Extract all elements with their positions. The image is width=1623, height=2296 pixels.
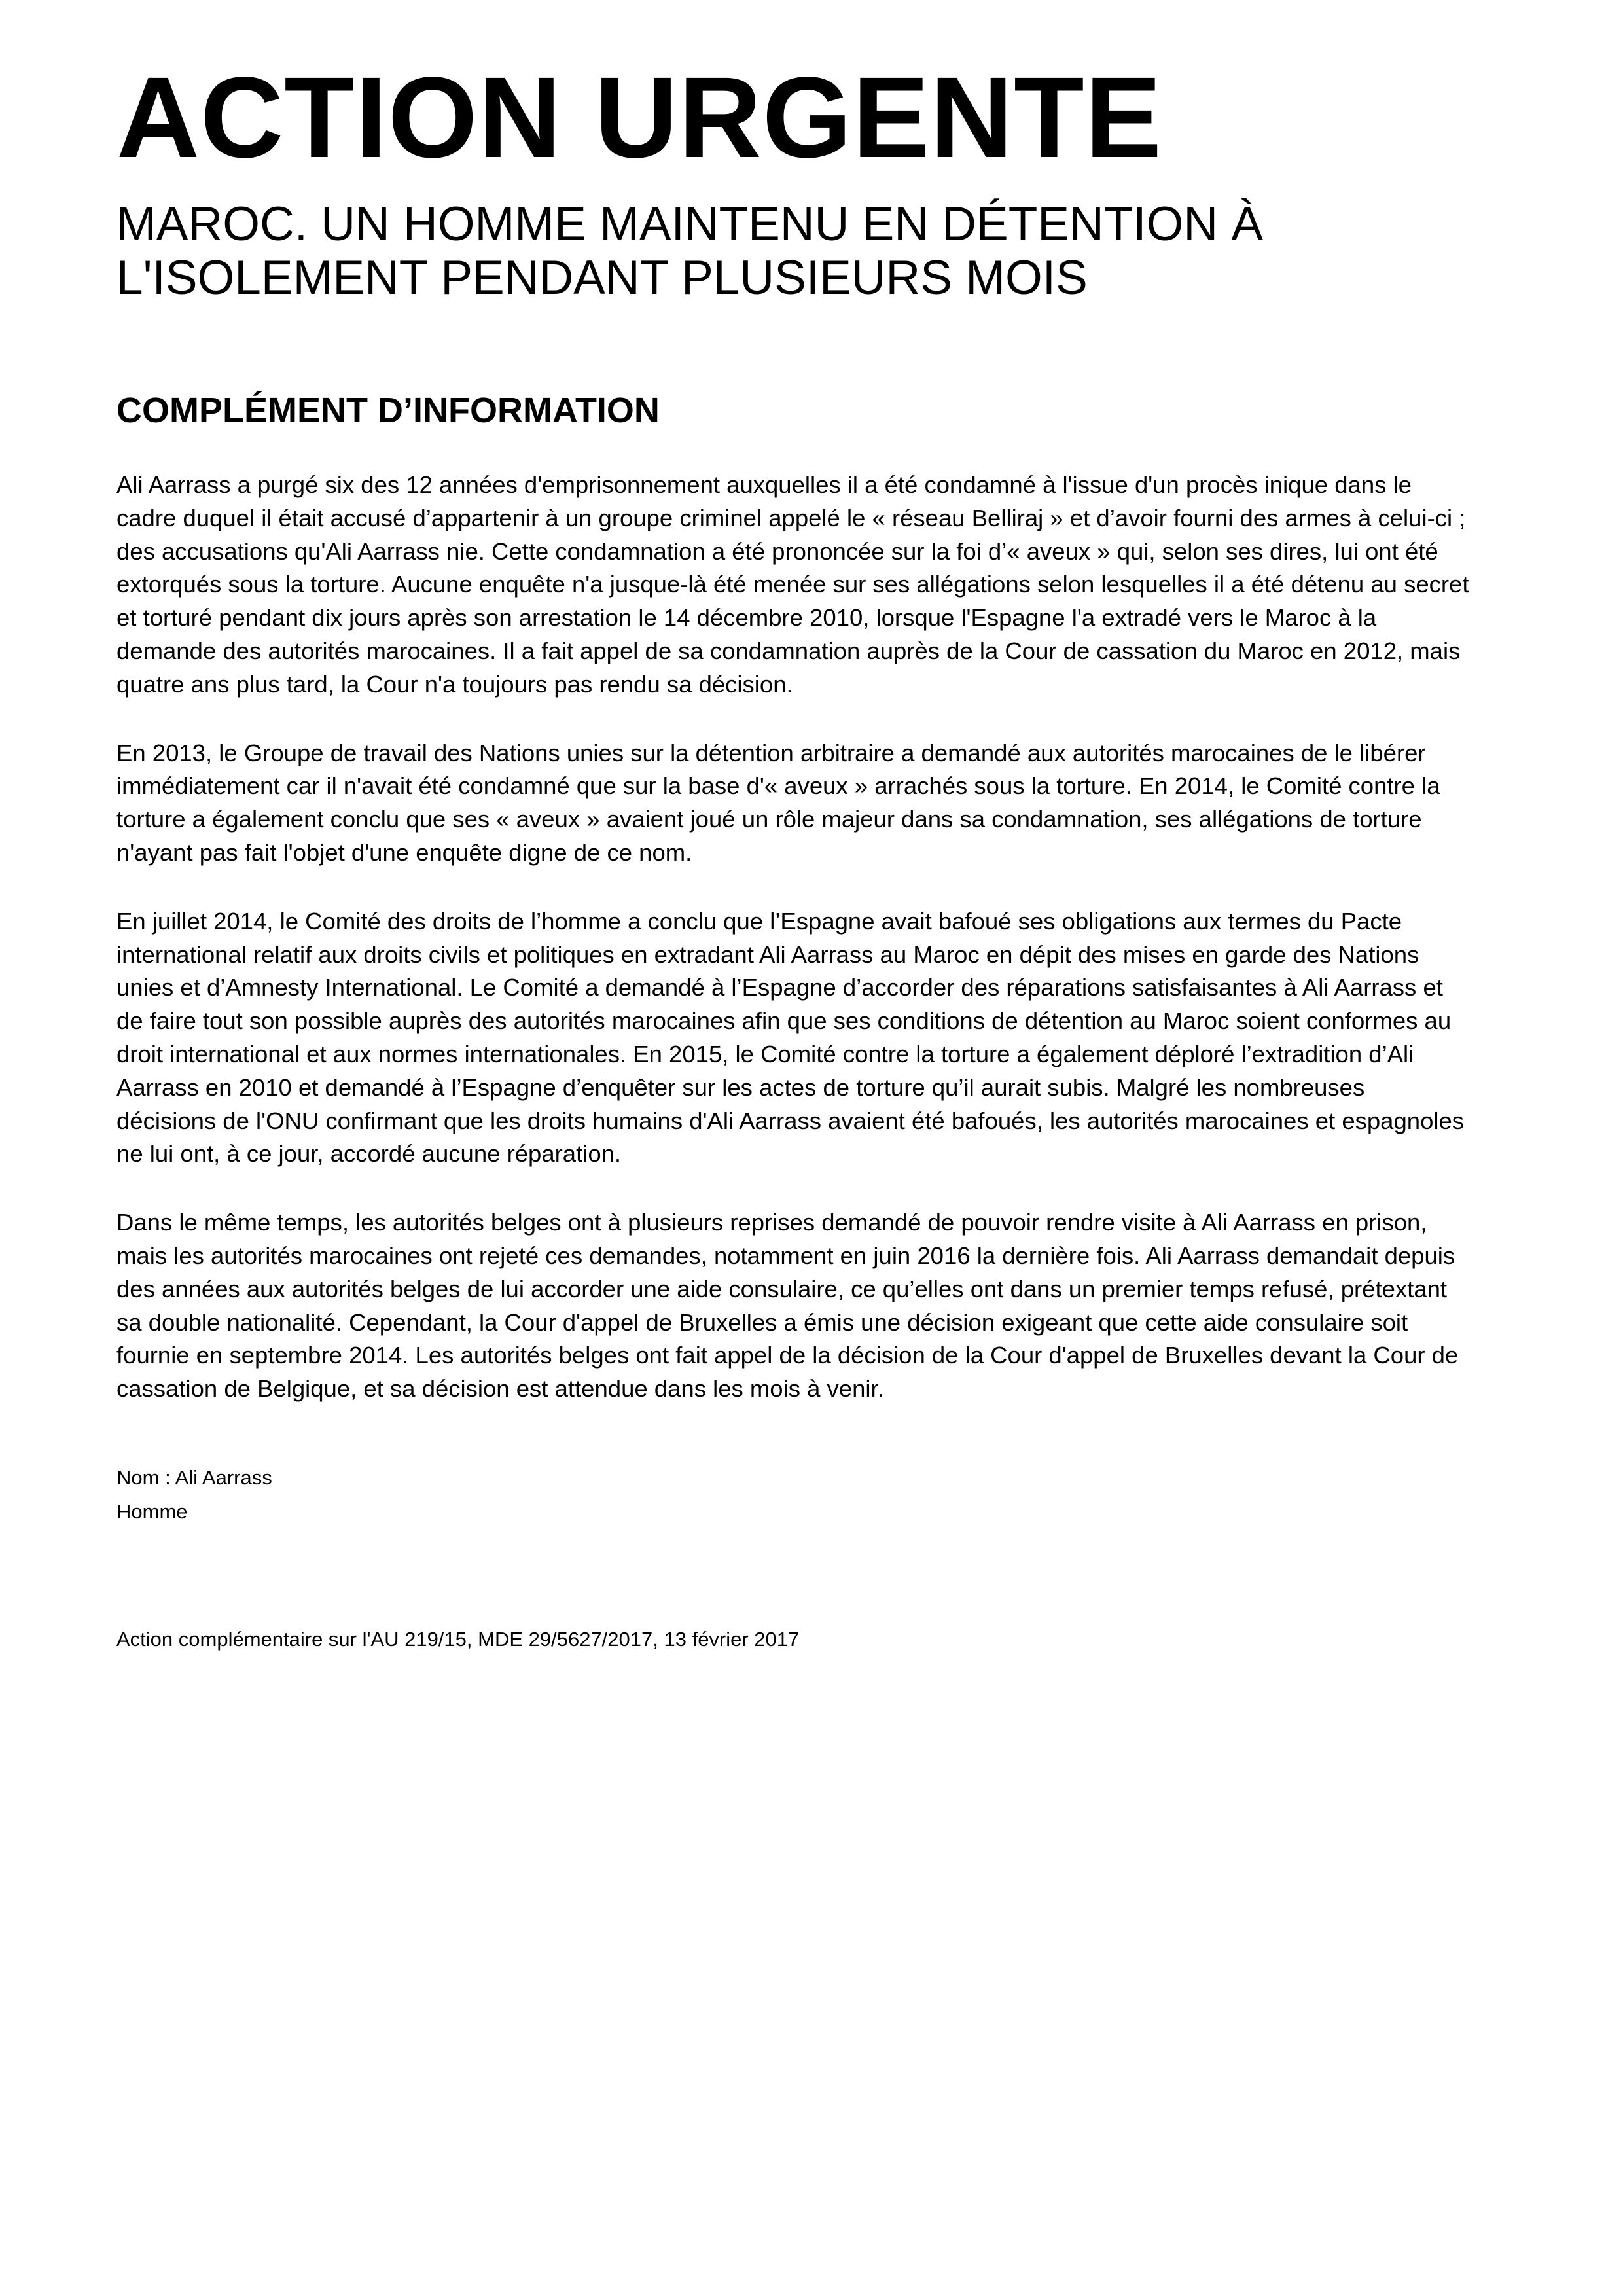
text-line: immédiatement car il n'avait été condamné que sur la base d'« aveux » arrachés sous la torture. En 2014, le Comité contre la <box>116 772 1440 800</box>
text-line: Ali Aarrass a purgé six des 12 années d'emprisonnement auxquelles il a été condamné à l'issue d'un procès inique dans le <box>116 471 1412 498</box>
text-line: des accusations qu'Ali Aarrass nie. Cette condamnation a été prononcée sur la foi d’« aveux » qui, selon ses dires, lui ont été <box>116 537 1438 565</box>
footer-reference: Action complémentaire sur l'AU 219/15, MDE 29/5627/2017, 13 février 2017 <box>116 1628 800 1651</box>
identity-gender: Homme <box>116 1500 188 1523</box>
text-line: quatre ans plus tard, la Cour n'a toujours pas rendu sa décision. <box>116 670 793 698</box>
text-line: extorqués sous la torture. Aucune enquête n'a jusque-là été menée sur ses allégations selon lesquelles il a été détenu au secret <box>116 571 1469 598</box>
text-line: de faire tout son possible auprès des autorités marocaines afin que ses conditions de détention au Maroc soient conformes au <box>116 1007 1452 1035</box>
paragraph-4 <box>116 1206 1510 1406</box>
text-line: fournie en septembre 2014. Les autorités belges ont fait appel de la décision de la Cour d'appel de Bruxelles devant la Cour de <box>116 1342 1459 1369</box>
text-line: mais les autorités marocaines ont rejeté ces demandes, notamment en juin 2016 la dernière fois. Ali Aarrass demandait depuis <box>116 1242 1455 1269</box>
identity-name: Nom : Ali Aarrass <box>116 1466 272 1489</box>
text-line: décisions de l'ONU confirmant que les droits humains d'Ali Aarrass avaient été bafoués, les autorités marocaines et espagnoles <box>116 1107 1465 1134</box>
page-subtitle <box>116 198 1510 305</box>
text-line: cassation de Belgique, et sa décision est attendue dans les mois à venir. <box>116 1375 884 1403</box>
text-line: droit international et aux normes internationales. En 2015, le Comité contre la torture a également déploré l’extradition d’Ali <box>116 1040 1414 1067</box>
subtitle-line: L'ISOLEMENT PENDANT PLUSIEURS MOIS <box>116 251 1088 304</box>
body-text <box>116 469 1510 1441</box>
text-line: n'ayant pas fait l'objet d'une enquête digne de ce nom. <box>116 838 692 866</box>
text-line: cadre duquel il était accusé d’appartenir à un groupe criminel appelé le « réseau Belliraj » et d’avoir fourni des armes à celui-ci ; <box>116 504 1466 531</box>
text-line: et torturé pendant dix jours après son arrestation le 14 décembre 2010, lorsque l'Espagne l'a extradé vers le Maroc à la <box>116 604 1377 632</box>
page-title: ACTION URGENTE <box>116 54 1162 182</box>
section-heading: COMPLÉMENT D’INFORMATION <box>116 391 660 430</box>
paragraph-2 <box>116 737 1510 870</box>
text-line: demande des autorités marocaines. Il a fait appel de sa condamnation auprès de la Cour de cassation du Maroc en 2012, mais <box>116 637 1461 664</box>
subtitle-line: MAROC. UN HOMME MAINTENU EN DÉTENTION À <box>116 198 1264 251</box>
text-line: unies et d’Amnesty International. Le Comité a demandé à l’Espagne d’accorder des réparations satisfaisantes à Ali Aarrass et <box>116 974 1443 1001</box>
paragraph-1 <box>116 469 1510 702</box>
text-line: En 2013, le Groupe de travail des Nations unies sur la détention arbitraire a demandé aux autorités marocaines de le libérer <box>116 739 1426 766</box>
text-line: Dans le même temps, les autorités belges ont à plusieurs reprises demandé de pouvoir rendre visite à Ali Aarrass en prison, <box>116 1209 1427 1236</box>
paragraph-3 <box>116 905 1510 1171</box>
text-line: sa double nationalité. Cependant, la Cour d'appel de Bruxelles a émis une décision exigeant que cette aide consulaire soit <box>116 1308 1408 1336</box>
identity-block <box>116 1461 272 1529</box>
text-line: torture a également conclu que ses « aveux » avaient joué un rôle majeur dans sa condamnation, ses allégations de torture <box>116 806 1422 833</box>
text-line: En juillet 2014, le Comité des droits de l’homme a conclu que l’Espagne avait bafoué ses obligations aux termes du Pacte <box>116 907 1402 935</box>
text-line: des années aux autorités belges de lui accorder une aide consulaire, ce qu’elles ont dans un premier temps refusé, prétextant <box>116 1275 1448 1302</box>
text-line: ne lui ont, à ce jour, accordé aucune réparation. <box>116 1140 622 1168</box>
text-line: international relatif aux droits civils et politiques en extradant Ali Aarrass au Maroc en dépit des mises en garde des Nations <box>116 941 1419 968</box>
text-line: Aarrass en 2010 et demandé à l’Espagne d’enquêter sur les actes de torture qu’il aurait subis. Malgré les nombreuses <box>116 1073 1365 1101</box>
